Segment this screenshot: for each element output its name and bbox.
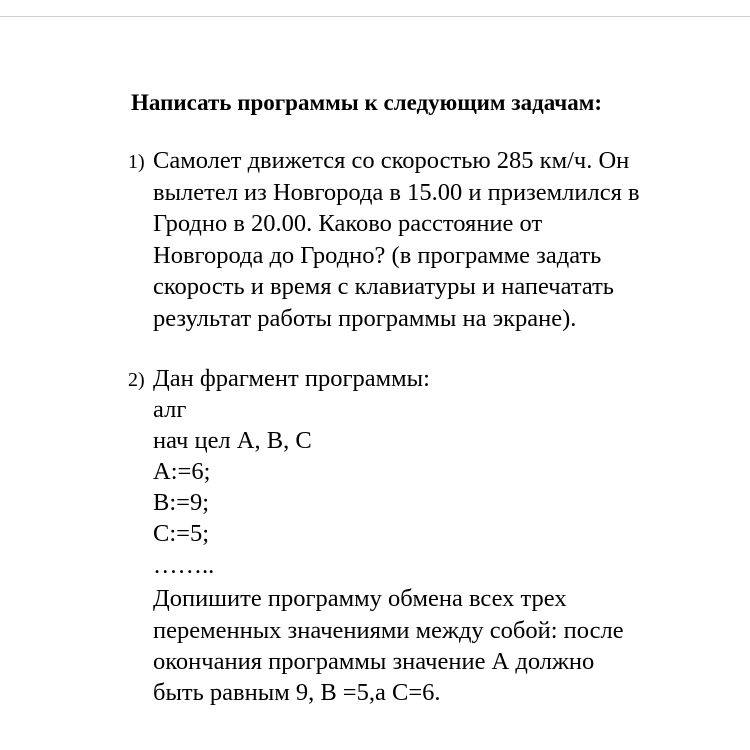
task-1-line: результат работы программы на экране). [153, 305, 577, 332]
task-2-line: Дан фрагмент программы: [153, 365, 430, 392]
task-1-line: Гродно в 20.00. Каково расстояние от [153, 210, 543, 237]
code-line: В:=9; [153, 489, 210, 516]
code-line: нач цел А, В, С [153, 427, 312, 454]
task-2-number: 2) [128, 369, 145, 391]
top-divider [0, 0, 750, 17]
task-1-line: Самолет движется со скоростью 285 км/ч. Он [153, 147, 630, 174]
code-line: С:=5; [153, 520, 210, 547]
task-1-line: вылетел из Новгорода в 15.00 и приземлился в [153, 179, 640, 206]
code-line: алг [153, 396, 187, 423]
task-2-line: окончания программы значение А должно [153, 648, 595, 675]
task-2-line: быть равным 9, В =5,а С=6. [153, 679, 441, 706]
task-1-line: Новгорода до Гродно? (в программе задать [153, 242, 602, 269]
task-1-line: скорость и время с клавиатуры и напечатать [153, 273, 614, 300]
task-2-line: Допишите программу обмена всех трех [153, 585, 567, 612]
page-title: Написать программы к следующим задачам: [131, 90, 603, 115]
task-1-number: 1) [128, 151, 145, 173]
code-ellipsis: …….. [153, 552, 215, 579]
task-2-line: переменных значениями между собой: после [153, 617, 624, 644]
code-line: А:=6; [153, 458, 211, 485]
